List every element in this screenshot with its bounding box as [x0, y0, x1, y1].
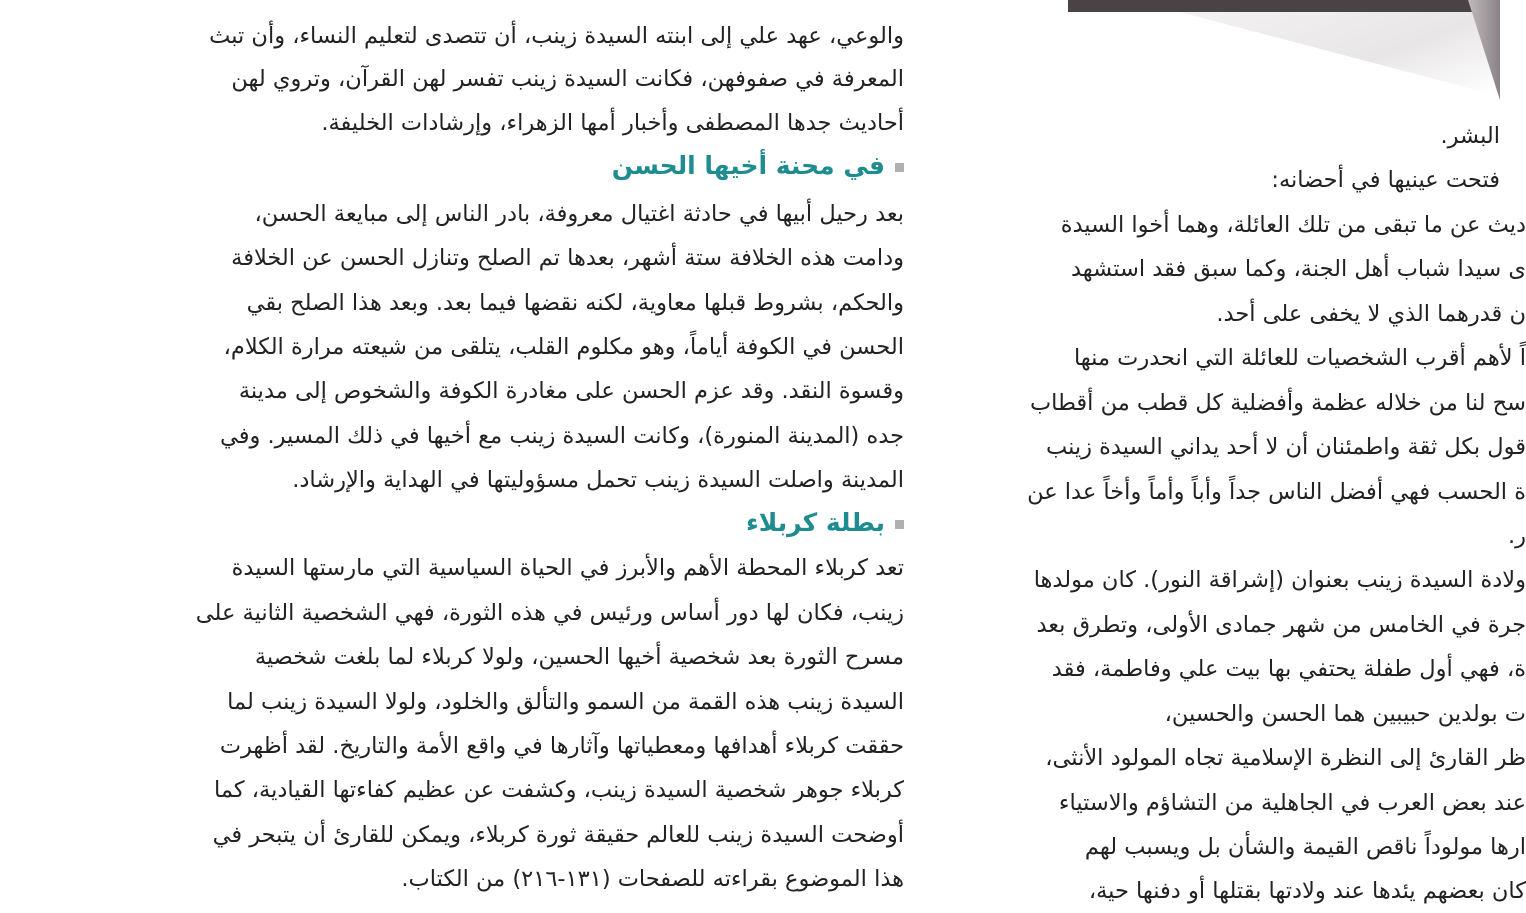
section-heading-karbala	[96, 503, 904, 543]
side-line-17: ارها مولوداً ناقص القيمة والشأن بل ويسبب لهم	[1084, 834, 1526, 860]
main-p1-line-2: المعرفة في صفوفهن، فكانت السيدة زينب تفسر لهن القرآن، وتروي لهن	[231, 66, 904, 92]
main-p2-line-1: بعد رحيل أبيها في حادثة اغتيال معروفة، بادر الناس إلى مبايعة الحسن،	[254, 201, 904, 227]
main-p1-line-1: والوعي، عهد علي إلى ابنته السيدة زينب، أن تتصدى لتعليم النساء، وأن تبث	[209, 23, 904, 49]
main-p3-line-5: حققت كربلاء أهدافها ومعطياتها وآثارها في واقع الأمة والتاريخ. لقد أظهرت	[219, 733, 904, 759]
side-line-18: كان بعضهم يئدها عند ولادتها بقتلها أو دفنها حية،	[1088, 878, 1526, 904]
side-line-12: جرة في الخامس من شهر جمادى الأولى، وتطرق بعد	[1036, 612, 1526, 638]
main-p3-line-2: زينب، فكان لها دور أساس ورئيس في هذه الثورة، فهي الشخصية الثانية على	[195, 600, 904, 626]
main-p3-line-7: أوضحت السيدة زينب للعالم حقيقة ثورة كربلاء، ويمكن للقارئ أن يتبحر في	[212, 822, 904, 848]
main-p2-line-4: الحسن في الكوفة أياماً، وهو مكلوم القلب، يتلقى من شيعته مرارة الكلام،	[223, 334, 904, 360]
main-p2-line-3: والحكم، بشروط قبلها معاوية، لكنه نقضها فيما بعد. وبعد هذا الصلح بقي	[246, 290, 904, 316]
section-heading-hasan	[96, 146, 904, 186]
side-column	[946, 0, 1526, 904]
section-heading-karbala-text: بطلة كربلاء	[745, 508, 885, 537]
side-line-2: فتحت عينيها في أحضانه:	[1271, 167, 1500, 193]
section-heading-hasan-text: في محنة أخيها الحسن	[611, 151, 885, 180]
side-line-16: عند بعض العرب في الجاهلية من التشاؤم والاستياء	[1058, 790, 1526, 816]
side-line-15: ظر القارئ إلى النظرة الإسلامية تجاه المولود الأنثى،	[1045, 745, 1526, 771]
main-p3-line-3: مسرح الثورة بعد شخصية أخيها الحسين، ولولا كربلاء لما بلغت شخصية	[254, 644, 904, 670]
main-p3-line-6: كربلاء جوهر شخصية السيدة زينب، وكشفت عن عظيم كفاءتها القيادية، كما	[214, 777, 904, 803]
heading-bullet-icon	[895, 520, 904, 529]
side-line-7: سح لنا من خلاله عظمة وأفضلية كل قطب من أقطاب	[1029, 390, 1526, 416]
side-line-6: اً لأهم أقرب الشخصيات للعائلة التي انحدرت منها	[1073, 345, 1526, 371]
main-p2-line-7: المدينة واصلت السيدة زينب تحمل مسؤوليتها في الهداية والإرشاد.	[292, 467, 904, 493]
side-line-14: ت بولدين حبيبين هما الحسن والحسين،	[1164, 701, 1526, 727]
side-line-10: ر.	[1507, 523, 1526, 549]
side-line-3: ديث عن ما تبقى من تلك العائلة، وهما أخوا السيدة	[1060, 212, 1526, 238]
side-line-13: ة، فهي أول طفلة يحتفي بها بيت علي وفاطمة، فقد	[1051, 656, 1526, 682]
side-line-11: ولادة السيدة زينب بعنوان (إشراقة النور). كان مولدها	[1033, 567, 1526, 593]
main-p2-line-5: وقسوة النقد. وقد عزم الحسن على مغادرة الكوفة والشخوص إلى مدينة	[238, 378, 904, 404]
main-p1-line-3: أحاديث جدها المصطفى وأخبار أمها الزهراء، وإرشادات الخليفة.	[321, 110, 904, 136]
heading-bullet-icon	[895, 163, 904, 172]
main-p3-line-8: هذا الموضوع بقراءته للصفحات (١٣١-٢١٦) من الكتاب.	[401, 866, 904, 892]
side-line-9: ة الحسب فهي أفضل الناس جداً وأباً وأماً وأخاً عدا عن	[1027, 479, 1526, 505]
main-p2-line-2: ودامت هذه الخلافة ستة أشهر، بعدها تم الصلح وتنازل الحسن عن الخلافة	[231, 245, 904, 271]
main-p3-line-1: تعد كربلاء المحطة الأهم والأبرز في الحياة السياسية التي مارستها السيدة	[231, 555, 904, 581]
main-p3-line-4: السيدة زينب هذه القمة من السمو والتألق والخلود، ولولا السيدة زينب لما	[227, 689, 904, 715]
side-line-8: قول بكل ثقة واطمئنان أن لا أحد يداني السيدة زينب	[1045, 434, 1526, 460]
main-column	[96, 0, 904, 898]
side-line-1: البشر.	[1440, 123, 1500, 149]
side-line-4: ى سيدا شباب أهل الجنة، وكما سبق فقد استشهد	[1070, 256, 1526, 282]
side-column-clip	[946, 0, 1526, 904]
main-p2-line-6: جده (المدينة المنورة)، وكانت السيدة زينب مع أخيها في ذلك المسير. وفي	[219, 423, 904, 449]
side-line-5: ن قدرهما الذي لا يخفى على أحد.	[1216, 301, 1526, 327]
